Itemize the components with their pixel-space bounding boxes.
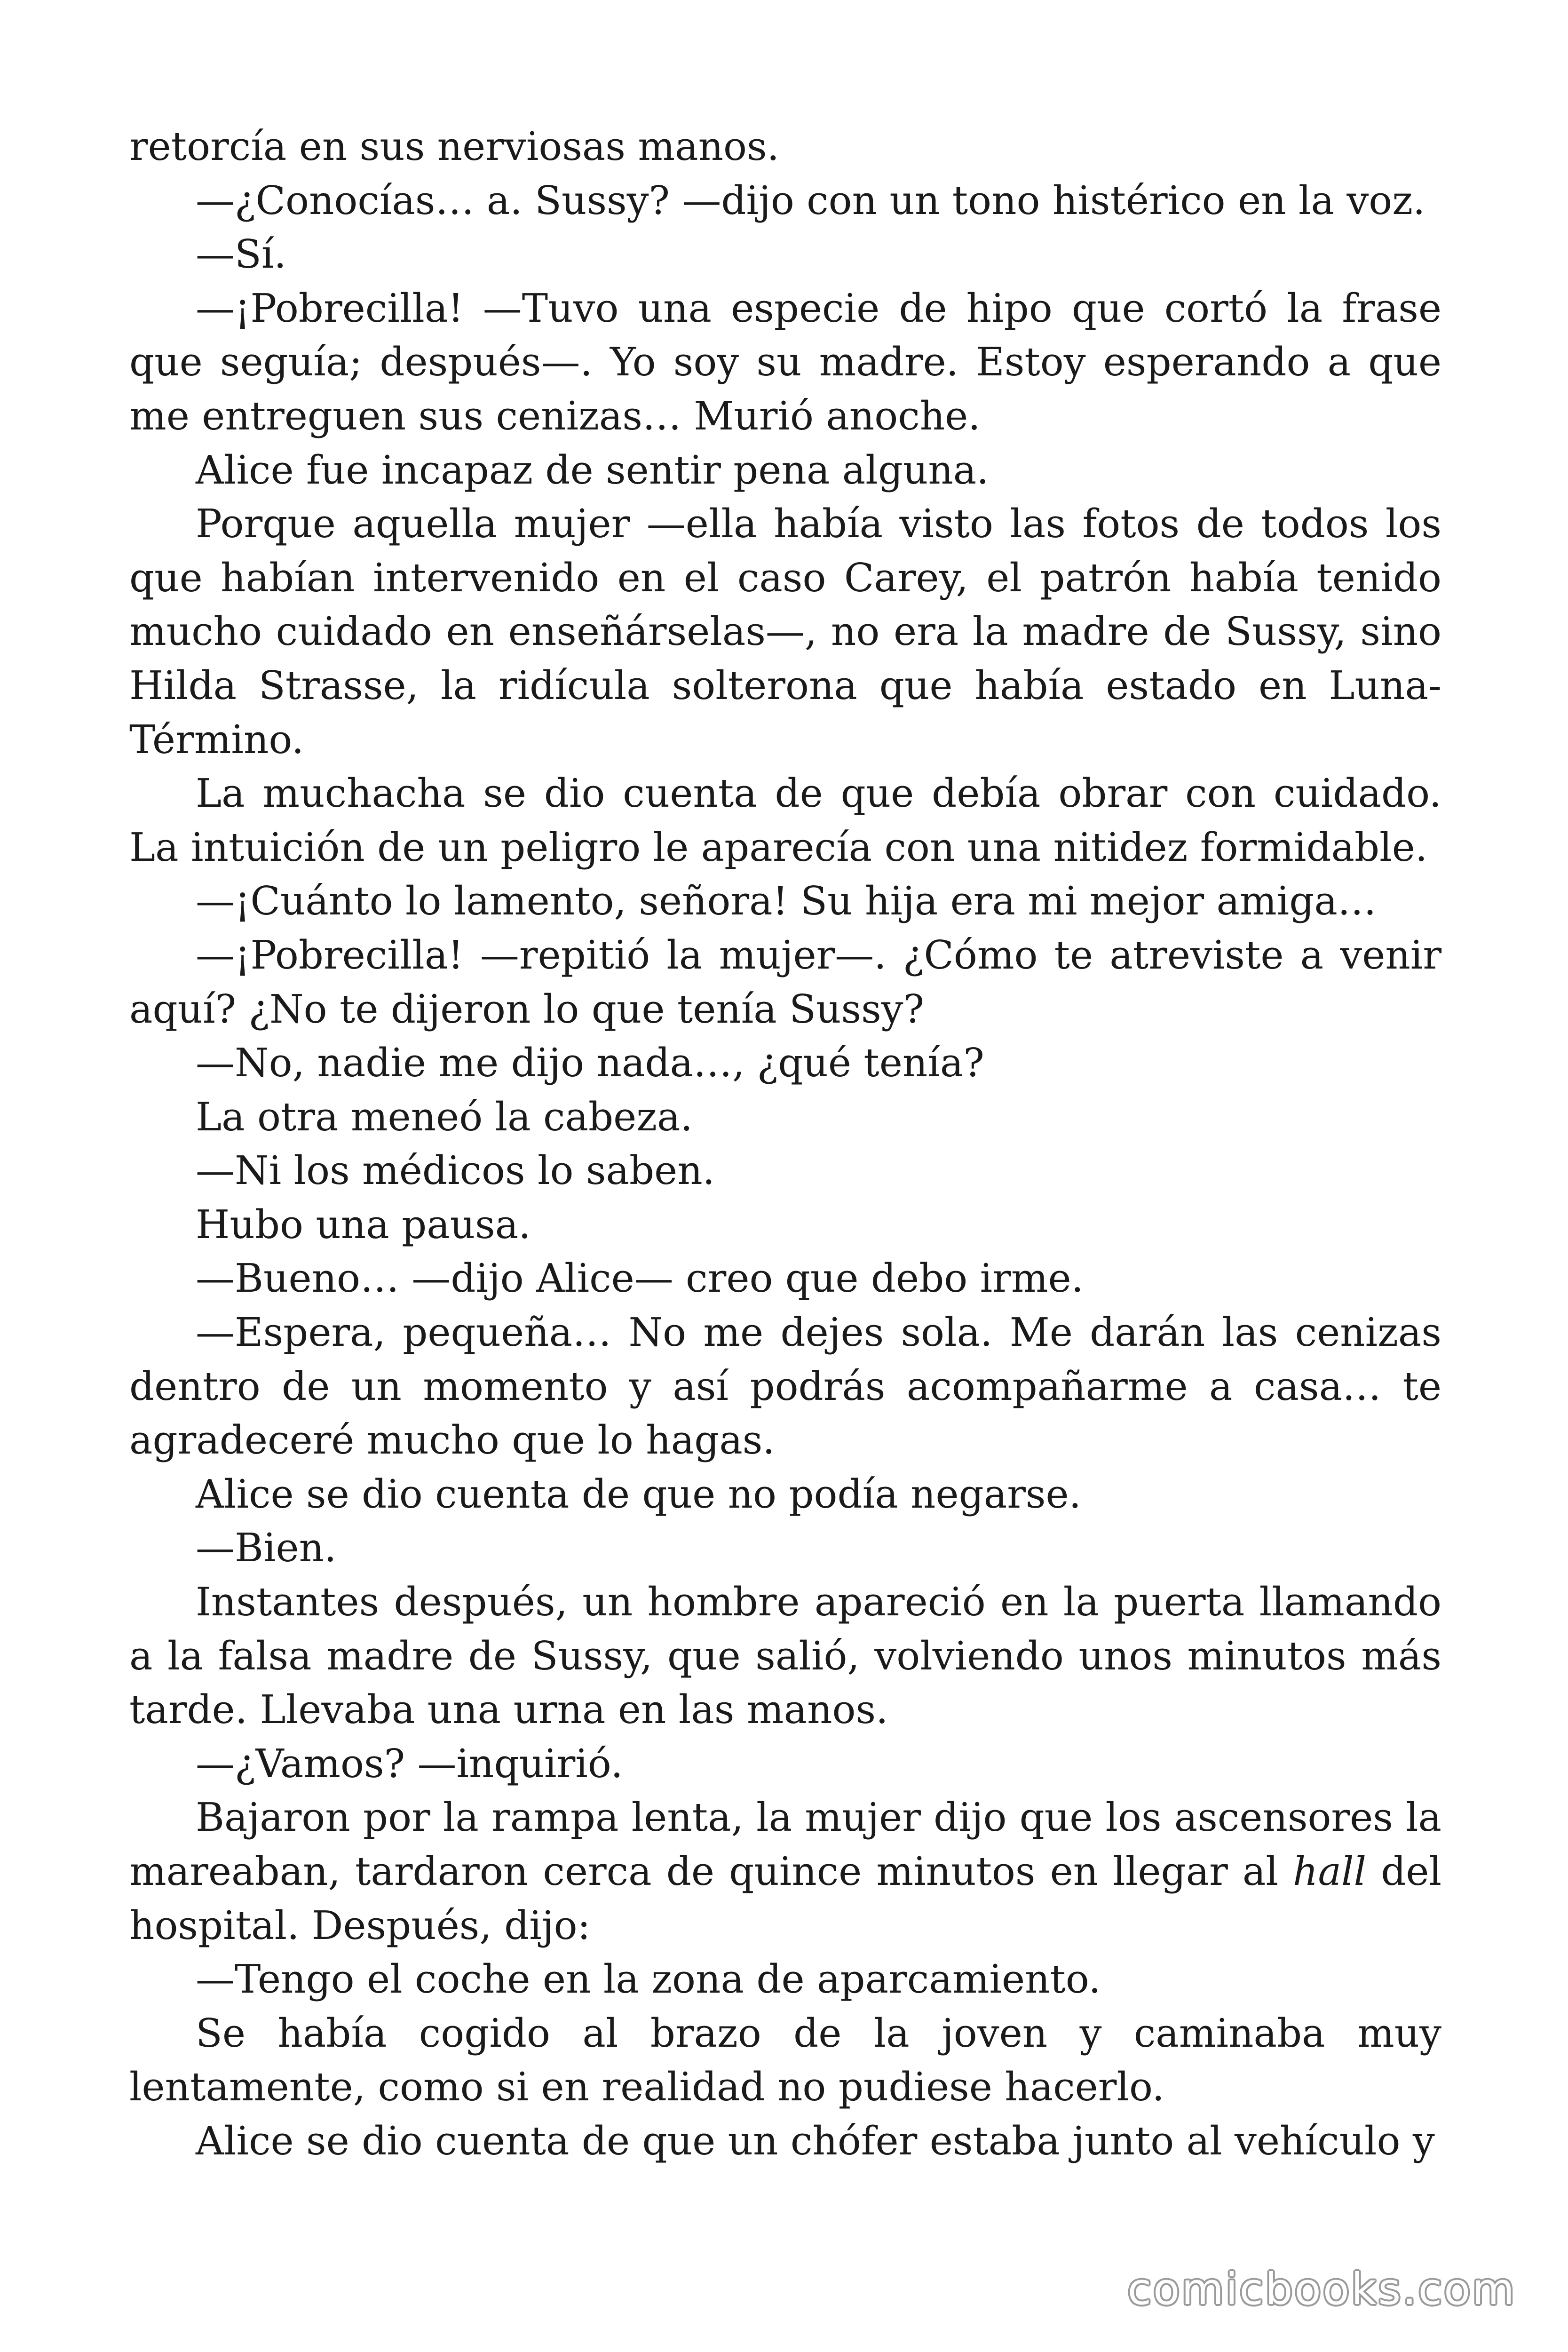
paragraph-12: —Ni los médicos lo saben. (196, 1148, 715, 1194)
paragraph-4: —¡Pobrecilla! —Tuvo una especie de hipo que cortó la frase que seguía; después—. Yo soy su madre. Estoy esperando a que me entreguen sus cenizas… Murió anoche. (129, 285, 1441, 439)
paragraph-22: Se había cogido al brazo de la joven y caminaba muy lentamente, como si en realidad no pudiese hacerlo. (129, 2010, 1441, 2110)
paragraph-16: Alice se dio cuenta de que no podía negarse. (196, 1471, 1082, 1517)
body-text (129, 120, 1441, 2169)
paragraph-11: La otra meneó la cabeza. (196, 1094, 693, 1140)
paragraph-6: Porque aquella mujer —ella había visto las fotos de todos los que habían intervenido en el caso Carey, el patrón había tenido mucho cuidado en enseñárselas—, no era la madre de Sussy, sino Hilda Strasse, la ridícula solterona que había estado en Luna-Término. (129, 501, 1441, 763)
paragraph-7: La muchacha se dio cuenta de que debía obrar con cuidado. La intuición de un peligro le aparecía con una nitidez formidable. (129, 771, 1441, 870)
paragraph-3: —Sí. (196, 231, 286, 278)
paragraph-21: —Tengo el coche en la zona de aparcamiento. (196, 1956, 1101, 2002)
paragraph-19: —¿Vamos? —inquirió. (196, 1740, 623, 1787)
watermark: comicbooks.com (1127, 2264, 1516, 2314)
paragraph-9: —¡Pobrecilla! —repitió la mujer—. ¿Cómo te atreviste a venir aquí? ¿No te dijeron lo que tenía Sussy? (129, 932, 1441, 1032)
paragraph-13: Hubo una pausa. (196, 1201, 531, 1248)
paragraph-15: —Espera, pequeña… No me dejes sola. Me darán las cenizas dentro de un momento y así podrás acompañarme a casa… te agradeceré mucho que lo hagas. (129, 1310, 1441, 1463)
paragraph-14: —Bueno… —dijo Alice— creo que debo irme. (196, 1255, 1084, 1302)
paragraph-20 (129, 1791, 1441, 1953)
paragraph-8: —¡Cuánto lo lamento, señora! Su hija era mi mejor amiga… (196, 878, 1377, 924)
paragraph-20-italic: hall (1293, 1849, 1367, 1894)
paragraph-20-text-before: Bajaron por la rampa lenta, la mujer dijo que los ascensores la mareaban, tardaron cerca de quince minutos en llegar al (129, 1795, 1441, 1894)
paragraph-18: Instantes después, un hombre apareció en la puerta llamando a la falsa madre de Sussy, que salió, volviendo unos minutos más tarde. Llevaba una urna en las manos. (129, 1579, 1441, 1733)
paragraph-23: Alice se dio cuenta de que un chófer estaba junto al vehículo y (196, 2118, 1435, 2164)
paragraph-1: retorcía en sus nerviosas manos. (129, 124, 779, 169)
paragraph-20-text-after: del hospital. Después, dijo: (129, 1849, 1441, 1948)
paragraph-10: —No, nadie me dijo nada…, ¿qué tenía? (196, 1040, 984, 1086)
paragraph-17: —Bien. (196, 1525, 337, 1571)
paragraph-2: —¿Conocías… a. Sussy? —dijo con un tono histérico en la voz. (196, 177, 1425, 223)
paragraph-5: Alice fue incapaz de sentir pena alguna. (196, 447, 989, 493)
